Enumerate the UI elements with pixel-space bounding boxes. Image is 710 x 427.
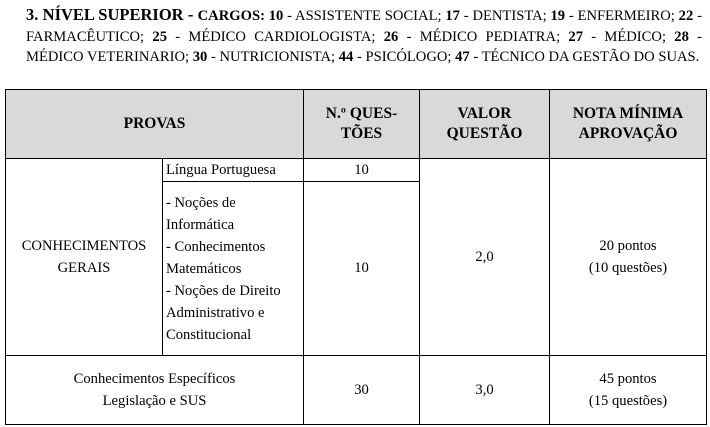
disciplina-matematica: - Conhecimentos Matemáticos: [166, 238, 266, 277]
outras-questoes: 10: [304, 182, 420, 356]
nota-pontos: 20 pontos: [599, 238, 657, 254]
cargo-code: 28: [674, 28, 689, 45]
cargo-name: MÉDICO PEDIATRA;: [419, 28, 561, 45]
especificos-label-line: Conhecimentos Específicos: [73, 371, 236, 387]
provas-table: [5, 89, 707, 425]
cargo-code: 10: [268, 8, 284, 24]
especificos-questoes: 30: [304, 356, 420, 425]
table-header-row: [6, 90, 707, 159]
disciplinas-outras: [163, 182, 304, 356]
cargo-code: 22: [678, 8, 694, 24]
cargo-name: PSICÓLOGO;: [365, 49, 452, 65]
cargo-name: MÉDICO;: [604, 28, 666, 45]
cargos-paragraph: 3. NÍVEL SUPERIOR - CARGOS: 10 - ASSISTENTE SOCIAL; 17 - DENTISTA; 19 - ENFERMEIRO; 22 - FARMACÊUTICO; 25 - MÉDICO CARDIOLOGISTA; 26 - MÉDICO PEDIATRA; 27 - MÉDICO; 28 - MÉDICO VETERINARIO; 30 - NUTRICIONISTA; 44 - PSICÓLOGO; 47 - TÉCNICO DA GESTÃO DO SUAS.: [26, 5, 702, 65]
cargo-code: 44: [338, 49, 354, 65]
disciplina-lingua: Língua Portuguesa: [163, 159, 304, 182]
cargo-name: MÉDICO VETERINARIO;: [26, 49, 190, 65]
lingua-questoes: 10: [304, 159, 420, 182]
gerais-nota: [550, 159, 707, 356]
cargo-name: MÉDICO CARDIOLOGISTA;: [188, 28, 376, 45]
cargo-name: FARMACÊUTICO;: [26, 28, 145, 45]
nota-questoes: (10 questões): [588, 260, 668, 276]
header-valor: VALOR QUESTÃO: [420, 90, 550, 159]
cargo-code: 25: [152, 28, 167, 45]
cargo-code: 47: [455, 49, 470, 65]
header-nota: NOTA MÍNIMA APROVAÇÃO: [550, 90, 707, 159]
cargo-name: TÉCNICO DA GESTÃO DO SUAS.: [481, 49, 700, 65]
cargo-code: 26: [383, 28, 399, 45]
header-provas: PROVAS: [6, 90, 304, 159]
especificos-nota: [550, 356, 707, 425]
gerais-label: CONHECIMENTOS GERAIS: [6, 159, 163, 356]
especificos-label: [6, 356, 304, 425]
especificos-label-line: Legislação e SUS: [102, 393, 207, 409]
cargo-code: 19: [550, 8, 566, 24]
especificos-valor: 3,0: [420, 356, 550, 425]
cargo-code: 27: [568, 28, 583, 45]
cargo-name: ASSISTENTE SOCIAL;: [295, 8, 442, 24]
nota-pontos: 45 pontos: [599, 371, 657, 387]
cargo-code: 17: [445, 8, 460, 24]
gerais-valor: 2,0: [420, 159, 550, 356]
table-row: [6, 356, 707, 425]
cargo-name: ENFERMEIRO;: [577, 8, 675, 24]
table-row: [6, 159, 707, 182]
nota-questoes: (15 questões): [588, 393, 668, 409]
cargo-name: DENTISTA;: [472, 8, 547, 24]
header-questoes: N.º QUES-TÕES: [304, 90, 420, 159]
disciplina-direito: - Noções de Direito Administrativo e Constitucional: [166, 282, 281, 343]
cargo-name: NUTRICIONISTA;: [219, 49, 336, 65]
disciplina-informatica: - Noções de Informática: [166, 194, 236, 233]
section-heading: 3. NÍVEL SUPERIOR -: [26, 5, 198, 24]
cargos-label: CARGOS:: [197, 8, 265, 24]
cargo-code: 30: [192, 49, 208, 65]
